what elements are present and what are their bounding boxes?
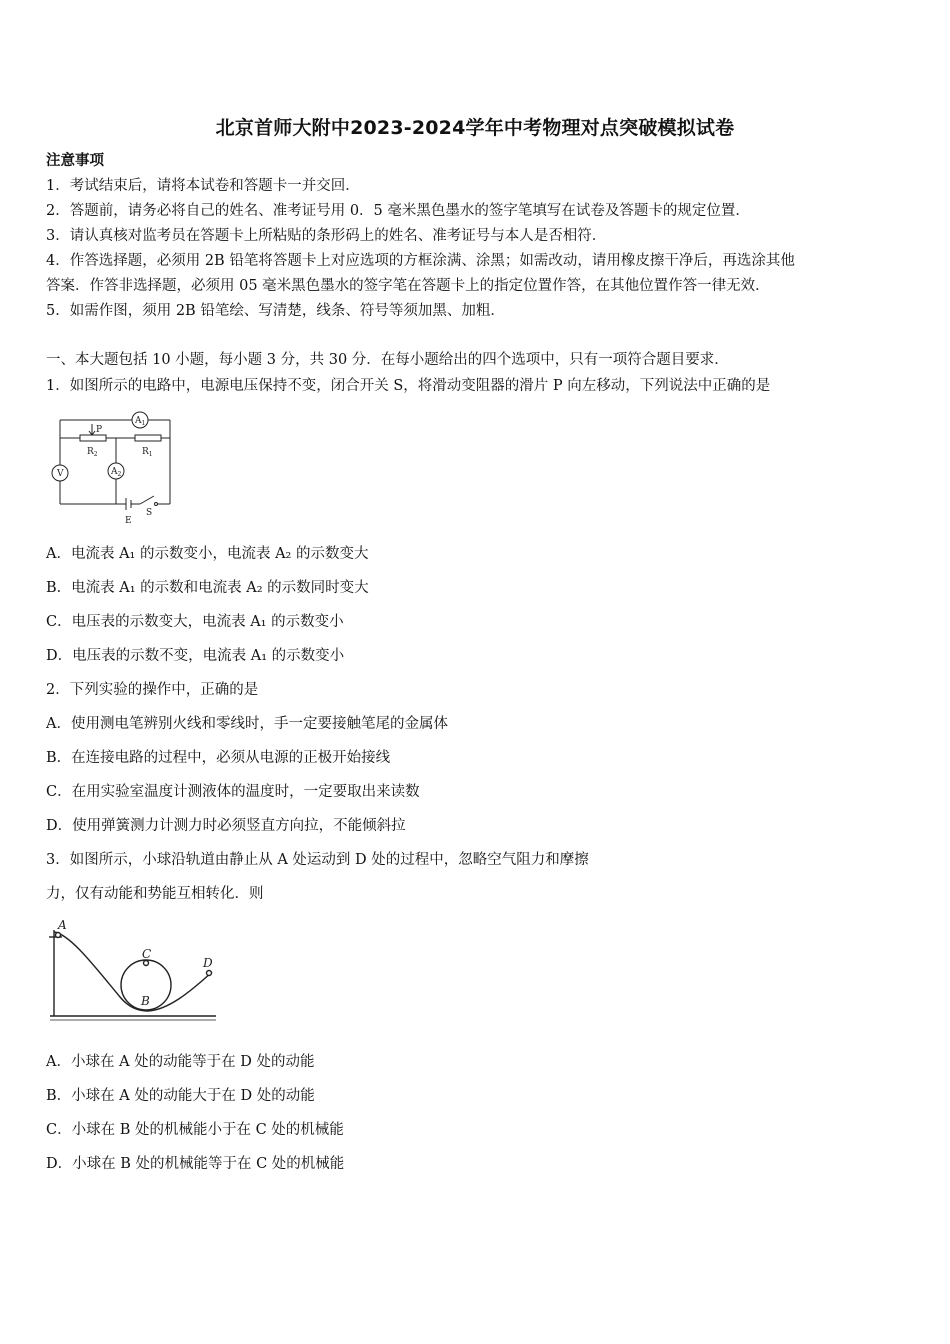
notice-item-1: 1．考试结束后，请将本试卷和答题卡一并交回． — [46, 178, 360, 194]
label-a-point: A — [58, 918, 67, 932]
q2-stem: 2．下列实验的操作中，正确的是 — [46, 682, 259, 698]
q1-option-b: B．电流表 A₁ 的示数和电流表 A₂ 的示数同时变大 — [46, 580, 369, 596]
svg-text:R2 — [87, 447, 98, 458]
label-e: E — [125, 516, 132, 526]
track-exit — [148, 972, 212, 1011]
section-heading: 一、本大题包括 10 小题，每小题 3 分，共 30 分．在每小题给出的四个选项中，只有一项符合题目要求． — [46, 352, 729, 368]
track-diagram — [40, 912, 225, 1027]
resistor-r1 — [135, 435, 161, 441]
notice-item-2: 2．答题前，请务必将自己的姓名、准考证号用 0．5 毫米黑色墨水的签字笔填写在试卷及答题卡的规定位置． — [46, 203, 750, 219]
label-s: S — [146, 508, 153, 518]
switch — [140, 496, 154, 504]
q2-option-d: D．使用弹簧测力计测力时必须竖直方向拉，不能倾斜拉 — [46, 818, 406, 834]
q3-option-c: C．小球在 B 处的机械能小于在 C 处的机械能 — [46, 1122, 344, 1138]
notice-item-5: 5．如需作图，须用 2B 铅笔绘、写清楚，线条、符号等须加黑、加粗． — [46, 303, 505, 319]
label-a2-sub: 2 — [117, 471, 122, 478]
q2-option-c: C．在用实验室温度计测液体的温度时，一定要取出来读数 — [46, 784, 420, 800]
q3-stem-line2: 力，仅有动能和势能互相转化．则 — [46, 886, 264, 902]
q3-stem-line1: 3．如图所示，小球沿轨道由静止从 A 处运动到 D 处的过程中，忽略空气阻力和摩擦 — [46, 852, 589, 868]
notice-heading: 注意事项 — [46, 152, 104, 169]
label-v: V — [57, 469, 64, 479]
label-a1-sub: 1 — [141, 420, 146, 427]
q2-option-b: B．在连接电路的过程中，必须从电源的正极开始接线 — [46, 750, 391, 766]
svg-text:R1 — [142, 447, 153, 458]
notice-item-4: 4．作答选择题，必须用 2B 铅笔将答题卡上对应选项的方框涂满、涂黑；如需改动，请用橡皮擦干净后，再选涂其他 — [46, 253, 795, 269]
q3-option-a: A．小球在 A 处的动能等于在 D 处的动能 — [46, 1054, 315, 1070]
notice-item-4-cont: 答案．作答非选择题，必须用 05 毫米黑色墨水的签字笔在答题卡上的指定位置作答，在其他位置作答一律无效． — [46, 278, 770, 294]
notice-item-3: 3．请认真核对监考员在答题卡上所粘贴的条形码上的姓名、准考证号与本人是否相符． — [46, 228, 607, 244]
label-r1-sub: 1 — [148, 451, 153, 458]
track-slope — [54, 932, 148, 1011]
q2-option-a: A．使用测电笔辨别火线和零线时，手一定要接触笔尾的金属体 — [46, 716, 448, 732]
label-b-point: B — [141, 994, 150, 1008]
label-r2-sub: 2 — [93, 451, 98, 458]
circuit-diagram — [40, 408, 190, 530]
q1-stem: 1．如图所示的电路中，电源电压保持不变，闭合开关 S，将滑动变阻器的滑片 P 向左移动，下列说法中正确的是 — [46, 378, 771, 394]
label-r1: R — [142, 447, 149, 457]
label-a2: A — [111, 467, 118, 477]
label-c-point: C — [142, 947, 152, 961]
q1-option-a: A．电流表 A₁ 的示数变小，电流表 A₂ 的示数变大 — [46, 546, 369, 562]
label-r2: R — [87, 447, 94, 457]
q1-option-d: D．电压表的示数不变，电流表 A₁ 的示数变小 — [46, 648, 345, 664]
resistor-r2 — [80, 435, 106, 441]
q3-option-d: D．小球在 B 处的机械能等于在 C 处的机械能 — [46, 1156, 345, 1172]
label-d-point: D — [203, 956, 213, 970]
label-a1: A — [135, 416, 142, 426]
label-p: P — [96, 425, 103, 435]
page-title: 北京首师大附中2023-2024学年中考物理对点突破模拟试卷 — [215, 117, 735, 139]
q1-option-c: C．电压表的示数变大，电流表 A₁ 的示数变小 — [46, 614, 344, 630]
q3-option-b: B．小球在 A 处的动能大于在 D 处的动能 — [46, 1088, 315, 1104]
